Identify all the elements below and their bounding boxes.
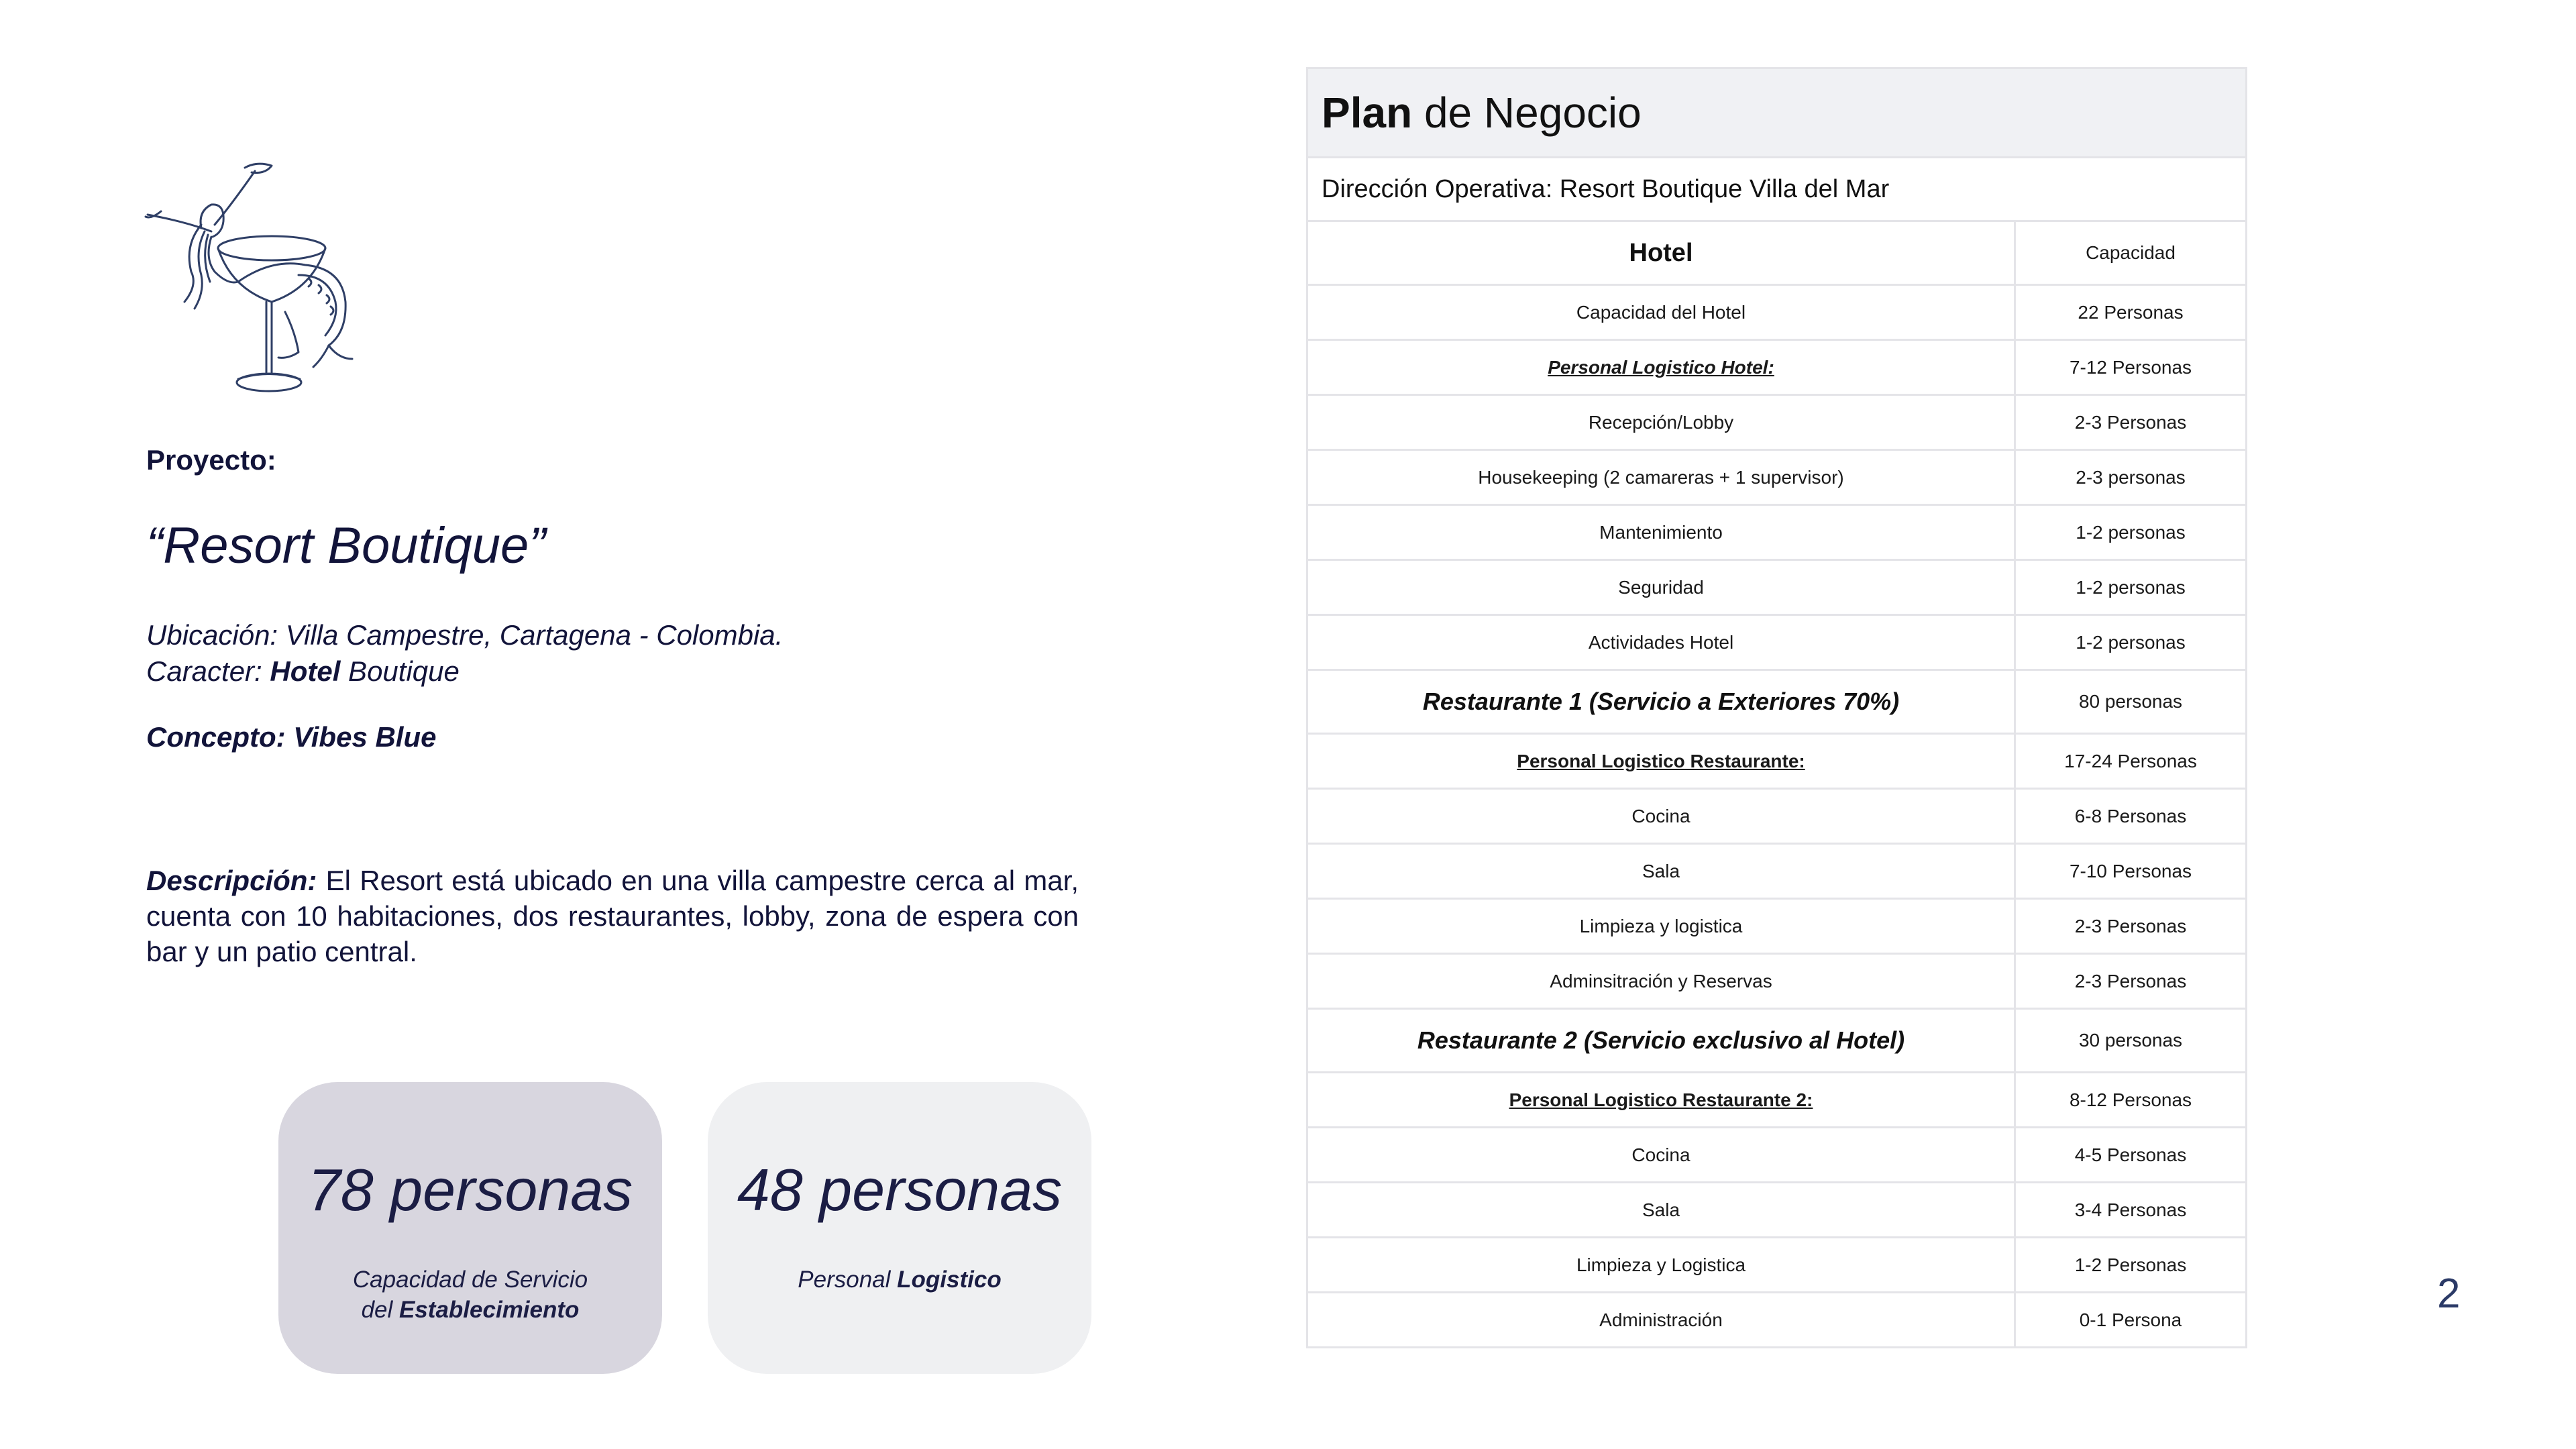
description-text: El Resort está ubicado en una villa campestre cerca al mar, cuenta con 10 habitaciones, dos restaurantes, lobby, zona de espera con bar y un patio central.	[146, 865, 1079, 967]
row-value: 22 Personas	[2015, 285, 2247, 340]
concept-text: Concepto: Vibes Blue	[146, 721, 437, 753]
table-row	[1307, 340, 2247, 395]
row-value: 4-5 Personas	[2015, 1128, 2247, 1183]
table-row	[1307, 899, 2247, 954]
row-value: 1-2 personas	[2015, 505, 2247, 560]
capacity-caption-bold: Establecimiento	[399, 1297, 580, 1323]
staff-caption	[708, 1265, 1091, 1295]
row-label: Personal Logistico Hotel:	[1307, 340, 2015, 395]
business-plan-table	[1306, 67, 2245, 1348]
table-row	[1307, 1183, 2247, 1238]
character-bold: Hotel	[270, 655, 341, 687]
capacity-caption-prefix: del	[361, 1297, 399, 1323]
table-row	[1307, 505, 2247, 560]
character-suffix: Boutique	[340, 655, 460, 687]
staff-caption-bold: Logistico	[897, 1267, 1002, 1293]
table-title-rest: de Negocio	[1412, 89, 1642, 137]
row-value: 30 personas	[2015, 1009, 2247, 1073]
page-number: 2	[2437, 1271, 2461, 1317]
table-title-row	[1307, 68, 2247, 158]
description-paragraph	[146, 863, 1079, 969]
staff-card	[708, 1082, 1091, 1374]
section-label: Restaurante 1 (Servicio a Exteriores 70%)	[1307, 670, 2015, 734]
location-text: Ubicación: Villa Campestre, Cartagena - Colombia.	[146, 619, 784, 651]
row-label: Personal Logistico Restaurante 2:	[1307, 1073, 2015, 1128]
table-row	[1307, 954, 2247, 1009]
table-row	[1307, 1009, 2247, 1073]
table-header-row	[1307, 221, 2247, 285]
row-label: Administración	[1307, 1293, 2015, 1348]
table-row	[1307, 844, 2247, 899]
capacity-caption-line1: Capacidad de Servicio	[352, 1267, 588, 1293]
row-label: Capacidad del Hotel	[1307, 285, 2015, 340]
staff-value: 48 personas	[737, 1157, 1063, 1223]
row-value: 7-10 Personas	[2015, 844, 2247, 899]
row-label: Housekeeping (2 camareras + 1 supervisor)	[1307, 450, 2015, 505]
capacity-value: 78 personas	[307, 1157, 633, 1223]
row-label: Recepción/Lobby	[1307, 395, 2015, 450]
row-label: Limpieza y Logistica	[1307, 1238, 2015, 1293]
project-label: Proyecto:	[146, 444, 276, 476]
row-label: Personal Logistico Restaurante:	[1307, 734, 2015, 789]
row-value: 2-3 Personas	[2015, 954, 2247, 1009]
row-value: 1-2 personas	[2015, 615, 2247, 670]
header-hotel: Hotel	[1307, 221, 2015, 285]
table-row	[1307, 1293, 2247, 1348]
row-value: 1-2 Personas	[2015, 1238, 2247, 1293]
table-subtitle-row	[1307, 158, 2247, 221]
section-label: Restaurante 2 (Servicio exclusivo al Hotel)	[1307, 1009, 2015, 1073]
project-name: “Resort Boutique”	[146, 517, 546, 574]
table-row	[1307, 789, 2247, 844]
capacity-caption	[278, 1265, 662, 1325]
mermaid-cocktail-logo	[138, 158, 372, 413]
row-label: Sala	[1307, 844, 2015, 899]
staff-caption-prefix: Personal	[798, 1267, 898, 1293]
table-title	[1307, 68, 2247, 158]
row-value: 2-3 Personas	[2015, 395, 2247, 450]
table-row	[1307, 734, 2247, 789]
row-label: Adminsitración y Reservas	[1307, 954, 2015, 1009]
row-label: Actividades Hotel	[1307, 615, 2015, 670]
header-capacity: Capacidad	[2015, 221, 2247, 285]
row-value: 2-3 personas	[2015, 450, 2247, 505]
table-row	[1307, 450, 2247, 505]
location-block	[146, 617, 783, 690]
table-row	[1307, 285, 2247, 340]
capacity-card	[278, 1082, 662, 1374]
row-value: 0-1 Persona	[2015, 1293, 2247, 1348]
row-label: Seguridad	[1307, 560, 2015, 615]
row-value: 8-12 Personas	[2015, 1073, 2247, 1128]
row-value: 1-2 personas	[2015, 560, 2247, 615]
table-row	[1307, 395, 2247, 450]
row-value: 6-8 Personas	[2015, 789, 2247, 844]
description-label: Descripción:	[146, 865, 317, 896]
table-row	[1307, 560, 2247, 615]
row-value: 3-4 Personas	[2015, 1183, 2247, 1238]
table-row	[1307, 615, 2247, 670]
table-row	[1307, 1238, 2247, 1293]
row-label: Cocina	[1307, 789, 2015, 844]
row-label: Limpieza y logistica	[1307, 899, 2015, 954]
row-label: Cocina	[1307, 1128, 2015, 1183]
row-value: 7-12 Personas	[2015, 340, 2247, 395]
row-label: Sala	[1307, 1183, 2015, 1238]
character-prefix: Caracter:	[146, 655, 270, 687]
row-value: 80 personas	[2015, 670, 2247, 734]
table-row	[1307, 1073, 2247, 1128]
table-subtitle: Dirección Operativa: Resort Boutique Villa del Mar	[1307, 158, 2247, 221]
table-row	[1307, 670, 2247, 734]
character-text	[146, 653, 783, 690]
table-row	[1307, 1128, 2247, 1183]
table-title-bold: Plan	[1322, 89, 1413, 137]
row-value: 2-3 Personas	[2015, 899, 2247, 954]
row-label: Mantenimiento	[1307, 505, 2015, 560]
row-value: 17-24 Personas	[2015, 734, 2247, 789]
